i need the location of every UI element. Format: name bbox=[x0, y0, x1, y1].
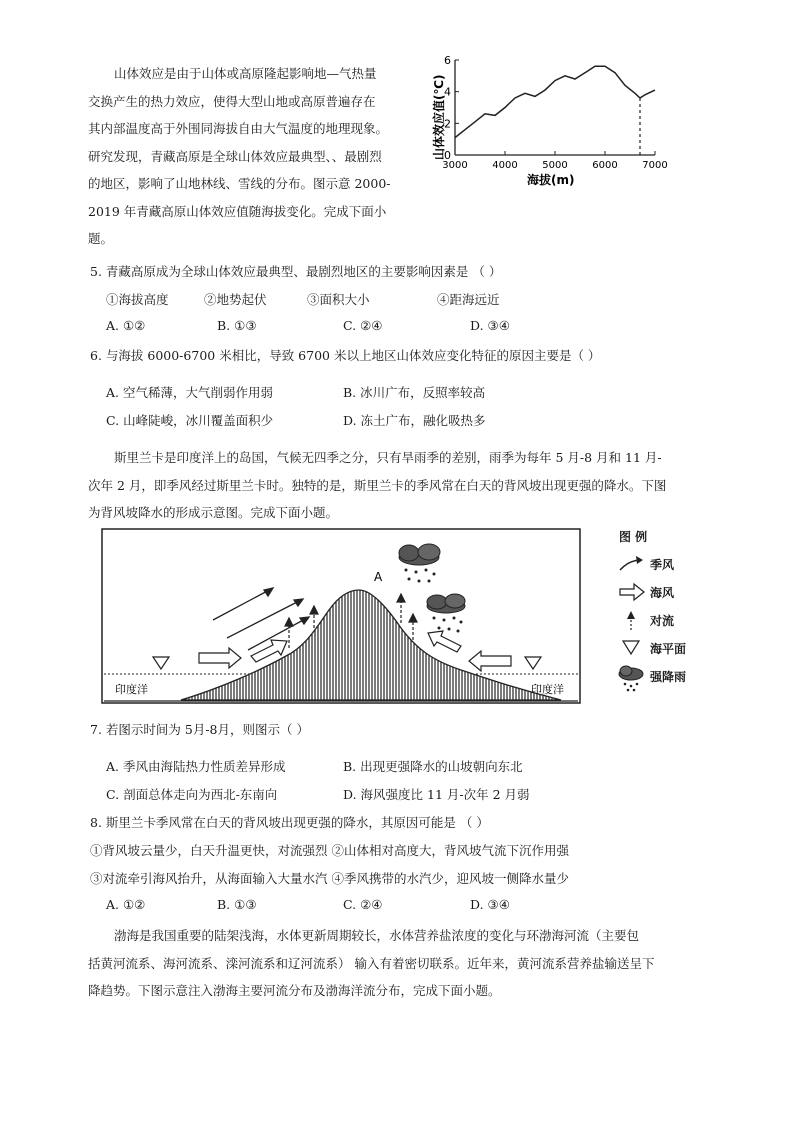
legend-title: 图 例 bbox=[619, 530, 648, 544]
q5-item: ③面积大小 bbox=[307, 292, 370, 307]
x-tick-label: 7000 bbox=[642, 160, 668, 171]
legend-label: 强降雨 bbox=[650, 670, 687, 684]
chart-x-label: 海拔(m) bbox=[527, 173, 575, 187]
y-tick-label: 4 bbox=[444, 85, 451, 99]
point-a-label: A bbox=[374, 570, 383, 584]
y-tick-label: 6 bbox=[444, 54, 451, 67]
q5-item: ②地势起伏 bbox=[204, 292, 267, 307]
q8-option-b[interactable]: B. ①③ bbox=[217, 897, 257, 912]
sea-breeze-legend-icon bbox=[617, 580, 647, 604]
x-tick-label: 5000 bbox=[542, 160, 568, 171]
y-tick-label: 0 bbox=[444, 149, 451, 162]
q7-option-b[interactable]: B. 出现更强降水的山坡朝向东北 bbox=[343, 759, 523, 774]
ocean-right-label: 印度洋 bbox=[531, 683, 564, 696]
q7-option-c[interactable]: C. 剖面总体走向为西北-东南向 bbox=[106, 787, 278, 802]
q7-option-a[interactable]: A. 季风由海陆热力性质差异形成 bbox=[106, 759, 286, 774]
q8-item-line: ①背风坡云量少，白天升温更快，对流强烈 ②山体相对高度大，背风坡气流下沉作用强 bbox=[90, 843, 569, 858]
intro-line: 交换产生的热力效应，使得大型山地或高原普遍存在 bbox=[88, 93, 376, 109]
q8-option-a[interactable]: A. ①② bbox=[106, 897, 146, 912]
q7-option-d[interactable]: D. 海风强度比 11 月-次年 2 月弱 bbox=[343, 787, 530, 802]
intro-paragraph-2 bbox=[88, 444, 666, 527]
q8-option-c[interactable]: C. ②④ bbox=[343, 897, 383, 912]
question-8-stem: 8. 斯里兰卡季风常在白天的背风坡出现更强的降水，其原因可能是 （ ） bbox=[90, 815, 489, 830]
intro-line: 斯里兰卡是印度洋上的岛国，气候无四季之分，只有旱雨季的差别，雨季为每年 5 月-8 月和 11 月- bbox=[114, 450, 662, 465]
legend-sea-breeze bbox=[617, 580, 707, 606]
monsoon-legend-icon bbox=[617, 552, 647, 576]
intro-line: 为背风坡降水的形成示意图。完成下面小题。 bbox=[88, 505, 339, 520]
intro-line: 山体效应是由于山体或高原隆起影响地—气热量 bbox=[114, 66, 377, 81]
intro-line: 的地区，影响了山地林线、雪线的分布。图示意 2000- bbox=[88, 176, 391, 191]
convection-legend-icon bbox=[617, 608, 647, 632]
legend-monsoon bbox=[617, 552, 707, 578]
q8-item-line: ③对流牵引海风抬升，从海面输入大量水汽 ④季风携带的水汽少，迎风坡一侧降水量少 bbox=[90, 871, 569, 886]
legend-label: 对流 bbox=[650, 614, 675, 628]
question-7-stem: 7. 若图示时间为 5月-8月，则图示（ ） bbox=[90, 722, 309, 737]
q6-option-b[interactable]: B. 冰川广布，反照率较高 bbox=[343, 385, 486, 400]
intro-line: 渤海是我国重要的陆架浅海，水体更新周期较长，水体营养盐浓度的变化与环渤海河流（主要包 bbox=[114, 928, 640, 943]
q5-item: ①海拔高度 bbox=[106, 292, 169, 307]
question-6-stem: 6. 与海拔 6000-6700 米相比，导致 6700 米以上地区山体效应变化特征的原因主要是（ ） bbox=[90, 348, 601, 363]
q6-option-a[interactable]: A. 空气稀薄，大气削弱作用弱 bbox=[106, 385, 273, 400]
legend-label: 海风 bbox=[650, 586, 675, 600]
intro-paragraph-3 bbox=[88, 922, 654, 1005]
q5-option-d[interactable]: D. ③④ bbox=[470, 318, 510, 333]
heavy-rain-legend-icon bbox=[617, 664, 647, 692]
intro-line: 其内部温度高于外围同海拔自由大气温度的地理现象。 bbox=[88, 121, 389, 136]
q6-option-d[interactable]: D. 冻土广布，融化吸热多 bbox=[343, 413, 486, 428]
ocean-left-label: 印度洋 bbox=[115, 683, 148, 696]
q6-option-c[interactable]: C. 山峰陡峻，冰川覆盖面积少 bbox=[106, 413, 274, 428]
mountain-effect-chart bbox=[425, 52, 675, 192]
q5-option-b[interactable]: B. ①③ bbox=[217, 318, 257, 333]
q5-option-a[interactable]: A. ①② bbox=[106, 318, 146, 333]
legend-heavy-rain bbox=[617, 664, 707, 690]
series-line bbox=[455, 66, 655, 137]
legend-label: 季风 bbox=[650, 558, 675, 572]
intro-line: 括黄河流系、海河流系、滦河流系和辽河流系） 输入有着密切联系。近年来，黄河流系营养盐输送呈下 bbox=[88, 955, 655, 971]
legend-label: 海平面 bbox=[650, 642, 687, 656]
leeward-precipitation-diagram bbox=[101, 528, 581, 706]
legend-sea-level bbox=[617, 636, 707, 662]
intro-line: 题。 bbox=[88, 231, 114, 246]
intro-line: 降趋势。下图示意注入渤海主要河流分布及渤海洋流分布，完成下面小题。 bbox=[88, 983, 501, 998]
intro-line: 次年 2 月，即季风经过斯里兰卡时。独特的是，斯里兰卡的季风常在白天的背风坡出现更强的降水。下图 bbox=[88, 477, 667, 493]
y-tick-label: 2 bbox=[444, 117, 451, 131]
intro-paragraph-1 bbox=[88, 60, 418, 253]
x-tick-label: 3000 bbox=[442, 160, 468, 171]
q8-option-d[interactable]: D. ③④ bbox=[470, 897, 510, 912]
question-5-stem: 5. 青藏高原成为全球山体效应最典型、最剧烈地区的主要影响因素是 （ ） bbox=[90, 264, 502, 279]
x-tick-label: 6000 bbox=[592, 160, 618, 171]
q5-option-c[interactable]: C. ②④ bbox=[343, 318, 383, 333]
q5-item: ④距海远近 bbox=[437, 292, 500, 307]
chart-y-label: 山体效应值(℃) bbox=[432, 74, 446, 160]
intro-line: 研究发现，青藏高原是全球山体效应最典型、、最剧烈 bbox=[88, 148, 382, 164]
x-tick-label: 4000 bbox=[492, 160, 518, 171]
sea-level-legend-icon bbox=[617, 636, 647, 660]
legend-convection bbox=[617, 608, 707, 634]
intro-line: 2019 年青藏高原山体效应值随海拔变化。完成下面小 bbox=[88, 203, 387, 219]
